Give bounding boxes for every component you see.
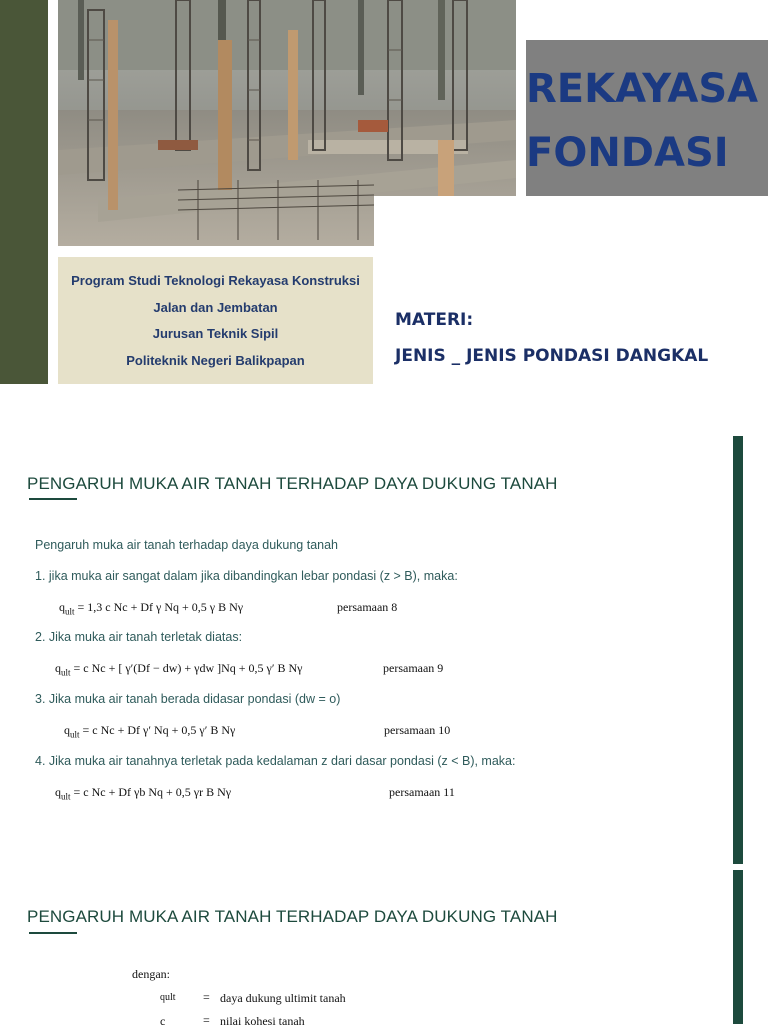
formula: $q_{ult} = c$ Nc + Df γ′ Nq + 0,5 γ′ B Nγ <box>64 723 236 740</box>
slide-accent-bar <box>733 870 743 1024</box>
program-line: Jalan dan Jembatan <box>153 299 278 315</box>
heading-underline <box>29 498 77 500</box>
list-item: 1. jika muka air sangat dalam jika dibandingkan lebar pondasi (z > B), maka: <box>35 569 458 583</box>
program-line: Program Studi Teknologi Rekayasa Konstruksi <box>71 272 360 288</box>
symbol-description: nilai kohesi tanah <box>220 1014 305 1028</box>
equation-number: persamaan 10 <box>384 723 451 737</box>
equation-number: persamaan 8 <box>337 600 398 614</box>
symbol-description: daya dukung ultimit tanah <box>220 991 346 1005</box>
slide-heading: PENGARUH MUKA AIR TANAH TERHADAP DAYA DUKUNG TANAH <box>27 907 558 926</box>
equation-number: persamaan 11 <box>389 785 455 799</box>
symbol: c <box>160 1014 166 1028</box>
program-line: Politeknik Negeri Balikpapan <box>126 353 305 369</box>
cover-left-bar <box>0 0 48 384</box>
symbol-equals: = <box>203 990 210 1004</box>
symbol-equals: = <box>203 1013 210 1027</box>
formula: $q_{ult} = 1,3$ c Nc + Df γ Nq + 0,5 γ B Nγ <box>59 600 244 617</box>
slide-accent-bar <box>733 436 743 864</box>
heading-underline <box>29 932 77 934</box>
symbol: qult <box>160 992 176 1003</box>
formula: $q_{ult} = c$ Nc + [ γ′(Df − dw) + γdw ]Nq + 0,5 γ′ B Nγ <box>55 661 303 678</box>
slide-heading: PENGARUH MUKA AIR TANAH TERHADAP DAYA DUKUNG TANAH <box>27 474 558 493</box>
intro-text: Pengaruh muka air tanah terhadap daya dukung tanah <box>35 538 339 552</box>
materi-topic: JENIS _ JENIS PONDASI DANGKAL <box>395 346 709 366</box>
definitions-label: dengan: <box>132 967 170 981</box>
list-item: 3. Jika muka air tanah berada didasar pondasi (dw = o) <box>35 692 341 706</box>
title-line-2: FONDASI <box>526 130 729 176</box>
photo-cutout <box>374 196 516 246</box>
program-line: Jurusan Teknik Sipil <box>152 326 279 342</box>
construction-site-photo <box>58 0 516 246</box>
equation-number: persamaan 9 <box>383 661 444 675</box>
title-box <box>526 40 768 196</box>
formula: $q_{ult} = c$ Nc + Df γb Nq + 0,5 γr B Nγ <box>55 785 232 802</box>
list-item: 2. Jika muka air tanah terletak diatas: <box>35 630 243 644</box>
program-info-box <box>58 257 373 384</box>
list-item: 4. Jika muka air tanahnya terletak pada kedalaman z dari dasar pondasi (z < B), maka: <box>35 754 516 768</box>
materi-label: MATERI: <box>395 310 474 330</box>
title-line-1: REKAYASA <box>526 66 759 112</box>
